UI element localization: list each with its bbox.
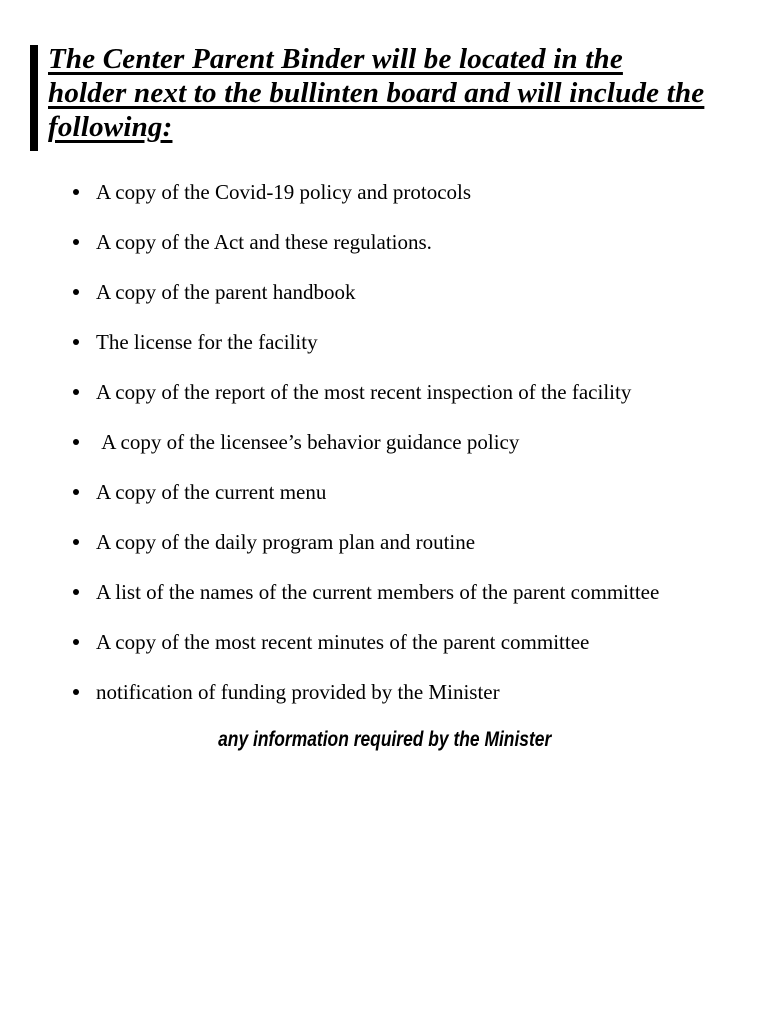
list-item-text: notification of funding provided by the Minister: [96, 680, 500, 704]
bullet-icon: [73, 189, 79, 195]
footer-note-text: any information required by the Minister: [218, 728, 552, 751]
list-item: [73, 332, 770, 353]
bullet-icon: [73, 539, 79, 545]
page-title: [0, 0, 770, 144]
bullet-icon: [73, 389, 79, 395]
list-item-text: A list of the names of the current members of the parent committee: [96, 580, 660, 604]
list-item: [73, 632, 770, 653]
bullet-icon: [73, 689, 79, 695]
list-item-text: A copy of the Covid-19 policy and protocols: [96, 180, 472, 204]
list-item: [73, 282, 770, 303]
list-item-text: A copy of the Act and these regulations.: [96, 230, 432, 254]
binder-contents-list: [73, 182, 770, 703]
bullet-icon: [73, 639, 79, 645]
bullet-icon: [73, 239, 79, 245]
bullet-icon: [73, 289, 79, 295]
list-item: [73, 582, 770, 603]
bullet-icon: [73, 439, 79, 445]
list-item-text: A copy of the parent handbook: [96, 280, 356, 304]
list-item: [73, 432, 770, 453]
list-item: [73, 182, 770, 203]
heading-line: The Center Parent Binder will be located in the: [48, 43, 623, 75]
list-item: [73, 682, 770, 703]
list-item: [73, 232, 770, 253]
footer-note: [0, 728, 770, 751]
list-item-text: The license for the facility: [96, 330, 318, 354]
list-item: [73, 382, 770, 403]
list-item-text: A copy of the licensee’s behavior guidance policy: [96, 430, 520, 454]
list-item-text: A copy of the report of the most recent inspection of the facility: [96, 380, 632, 404]
list-item-text: A copy of the daily program plan and routine: [96, 530, 476, 554]
list-item-text: A copy of the current menu: [96, 480, 327, 504]
revision-bar: [30, 45, 38, 151]
list-item: [73, 532, 770, 553]
heading-line: holder next to the bullinten board and will include the: [48, 77, 705, 109]
bullet-icon: [73, 339, 79, 345]
heading-line: following:: [48, 111, 173, 143]
bullet-icon: [73, 589, 79, 595]
list-item: [73, 482, 770, 503]
bullet-icon: [73, 489, 79, 495]
list-item-text: A copy of the most recent minutes of the parent committee: [96, 630, 590, 654]
